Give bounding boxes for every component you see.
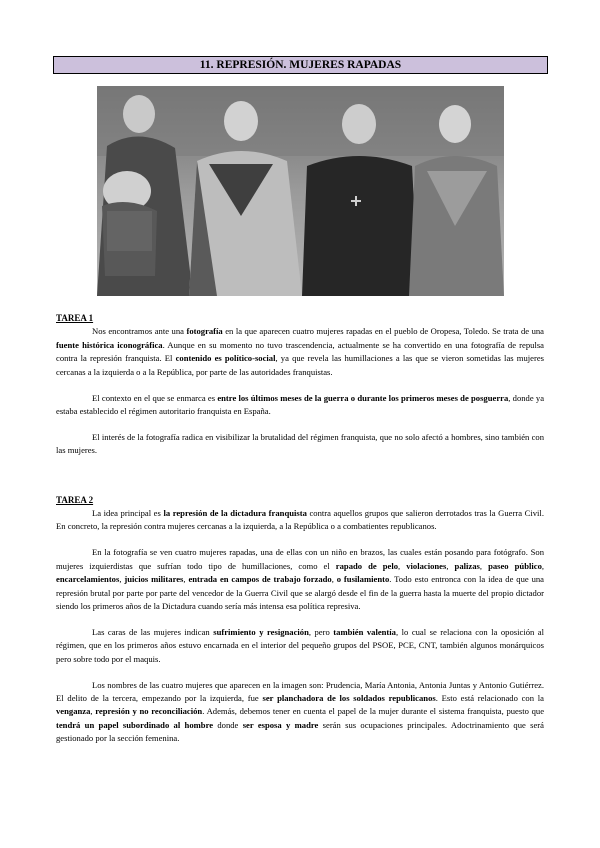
tarea2-paragraph-2: En la fotografía se ven cuatro mujeres rapadas, una de ellas con un niño en brazos, las cuales están posando para fotógrafo. Son mujeres izquierdistas que sufrían todo tipo de humillaciones, como el rapado de pelo, violaciones, palizas, paseo público, encarcelamientos, juicios militares, entrada en campos de trabajo forzado, o fusilamiento. Todo esto entronca con la idea de que una represión brutal por parte por parte del vencedor de la Guerra Civil que se alargó desde el fin de la guerra hasta la muerte del propio dictador siendo los primeros años de la Dictadura cuando sería más intensa esa política represiva. bbox=[56, 547, 545, 611]
document-body bbox=[56, 312, 544, 746]
tarea2-paragraph-4: Los nombres de las cuatro mujeres que aparecen en la imagen son: Prudencia, María Antonia, Antonia Juntas y Antonio Gutiérrez. El delito de la tercera, empezando por la izquierda, fue ser planchadora de los soldados republicanos. Esto está relacionado con la venganza, represión y no reconciliación. Además, debemos tener en cuenta el papel de la mujer durante el sistema franquista, puesto que tendrá un papel subordinado al hombre donde ser esposa y madre serán sus ocupaciones principales. Adoctrinamiento que será gestionado por la sección femenina. bbox=[56, 679, 545, 744]
tarea1-paragraph-1: Nos encontramos ante una fotografía en la que aparecen cuatro mujeres rapadas en el pueblo de Oropesa, Toledo. Se trata de una fuente histórica iconográfica. Aunque en su momento no tuvo trascendencia, actualmente se ha convertido en una fotografía de repulsa contra la represión franquista. El contenido es político-social, ya que revela las humillaciones a las que se vieron sometidas las mujeres cercanas a la izquierda o a la República, por parte de las autoridades franquistas. bbox=[56, 326, 544, 377]
photo-four-women-icon bbox=[97, 86, 504, 296]
page-title: 11. REPRESIÓN. MUJERES RAPADAS bbox=[53, 56, 548, 74]
tarea2-paragraph-3: Las caras de las mujeres indican sufrimiento y resignación, pero también valentía, lo cual se relaciona con la oposición al régimen, que en los primeros años estuvo encarnada en el interior del pequeño grupos del PSOE, PCE, CNT, también algunos monárquicos pero sobre todo por el maquis. bbox=[56, 626, 544, 664]
tarea1-paragraph-3: El interés de la fotografía radica en visibilizar la brutalidad del régimen franquista, que no solo afectó a hombres, sino también con las mujeres. bbox=[56, 431, 544, 456]
tarea2-heading: TAREA 2 bbox=[56, 494, 94, 505]
tarea1-heading: TAREA 1 bbox=[56, 313, 94, 323]
tarea1-paragraph-2: El contexto en el que se enmarca es entre los últimos meses de la guerra o durante los primeros meses de posguerra, donde ya estaba establecido el régimen autoritario franquista en España. bbox=[56, 392, 545, 416]
tarea2-paragraph-1: La idea principal es la represión de la dictadura franquista contra aquellos grupos que salieron derrotados tras la Guerra Civil. En concreto, la represión contra mujeres cercanas a la izquierda, a la República o a combatientes republicanos. bbox=[56, 508, 544, 532]
historical-photo bbox=[97, 86, 504, 296]
